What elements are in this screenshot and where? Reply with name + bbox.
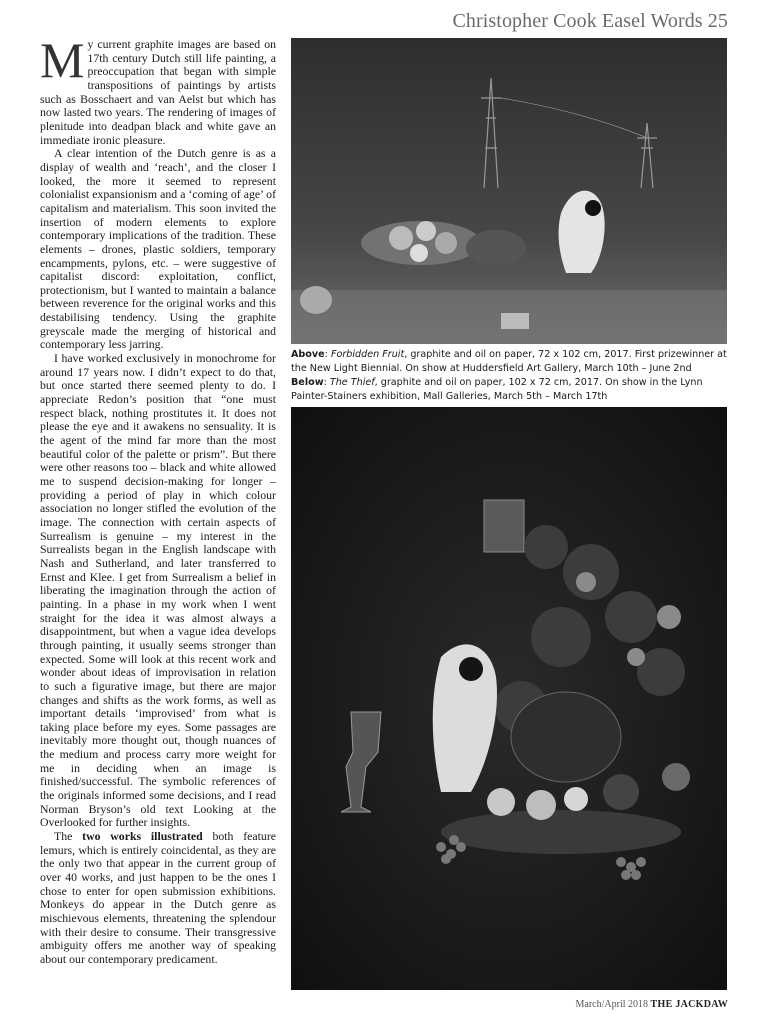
page-header: Christopher Cook Easel Words 25 [452, 10, 728, 32]
paragraph-4 [40, 830, 276, 967]
caption-below-title: The Thief [329, 377, 375, 388]
caption-above-text: , graphite and oil on paper, 72 x 102 cm, 2017. First prizewinner at the New Light Biennial. On show at Huddersfield Art Gallery, March 10th – June 2nd [291, 349, 727, 374]
caption-below-text: , graphite and oil on paper, 102 x 72 cm, 2017. On show in the Lynn Painter-Stainers exhibition, Mall Galleries, March 5th – March 17th [291, 377, 703, 402]
image-caption: Above: Forbidden Fruit, graphite and oil on paper, 72 x 102 cm, 2017. First prizewinner at the New Light Biennial. On show at Huddersfield Art Gallery, March 10th – June 2nd Below: The Thief, graphite and oil on paper, 102 x 72 cm, 2017. On show in the Lynn Painter-Stainers exhibition, Mall Galleries, March 5th – March 17th [291, 349, 727, 402]
paragraph-4-bold: two works illustrated [82, 829, 203, 844]
paragraph-3: I have worked exclusively in monochrome for around 17 years now. I didn’t expect to do that, but once started there seemed plenty to do. I appreciate Redon’s position that “one must respect black, nothing prostitutes it. It does not please the eye and it awakens no sensuality. It is the agent of the mind far more than the most beautiful color of the palette or prism”. But there were other reasons too – black and white allowed me to suspend decision-making for longer – providing a period of play in which colour association no longer stifled the evolution of the image. The connection with certain aspects of Surrealism is genuine – my interest in the Surrealists began in the English landscape with Nash and Sutherland, and later transferred to Ernst and Klee. I get from Surrealism a belief in liberating the imagination through the action of painting. In a phase in my work when I went straight for the idea it was almost always a disappointment, but when a vague idea develops through painting, it usually seems stronger than expected. Some will look at this recent work and wonder about ideas of improvisation in relation to such a figurative image, but there are major changes and shifts as the work forms, as well as important details ‘improvised’ from what is taking place before my eyes. Some passages are inevitably more thought out, though nuances of the medium and process carry more weight for me in deciding when an image is finished/successful. The symbolic references of the originals informed some decisions, and I read Norman Bryson’s old text Looking at the Overlooked for further insights. [40, 351, 276, 830]
paragraph-2: A clear intention of the Dutch genre is as a display of wealth and ‘reach’, and the closer I looked, the more it seemed to represent colonialist expansionism and a ‘coming of age’ of capitalism and materialism. This soon invited the insertion of modern elements to explore contemporary implications of the tradition. These elements – drones, plastic soldiers, temporary encampments, pylons, etc. – were suggestive of capitalist discord: exploitation, conflict, protectionism, but I wanted to maintain a balance between reverence for the original works and this destabilising tendency. Using the graphite greyscale made the merging of historical and contemporary less jarring. [40, 146, 276, 352]
magazine-name: THE JACKDAW [650, 999, 728, 1010]
paragraph-4-start: The [54, 829, 83, 844]
the-thief-image [291, 407, 727, 990]
drop-cap: M [40, 32, 85, 88]
issue-date: March/April 2018 [575, 999, 649, 1010]
article-body [40, 32, 276, 967]
caption-below-label: Below [291, 377, 324, 388]
paragraph-4-rest: both feature lemurs, which is entirely coincidental, as they are the only two that appear in the current group of over 40 works, and just happen to be the ones I chose to enter for open submission exhibitions. Monkeys do appear in the Dutch genre as mischievous elements, threatening the splendour with their desire to consume. Their transgressive ambiguity offers me another way of speaking about our contemporary predicament. [40, 829, 276, 966]
paragraph-1-text: y current graphite images are based on 17th century Dutch still life painting, a preoccupation that began with simple transpositions of paintings by artists such as Bosschaert and van Aelst but which has now lasted two years. The rendering of images of plenitude into deadpan black and white gave an immediate ironic pleasure. [40, 37, 276, 147]
caption-above-label: Above [291, 349, 325, 360]
paragraph-1 [40, 32, 276, 147]
forbidden-fruit-image [291, 38, 727, 344]
caption-above-title: Forbidden Fruit [330, 349, 405, 360]
page-footer [576, 999, 728, 1010]
